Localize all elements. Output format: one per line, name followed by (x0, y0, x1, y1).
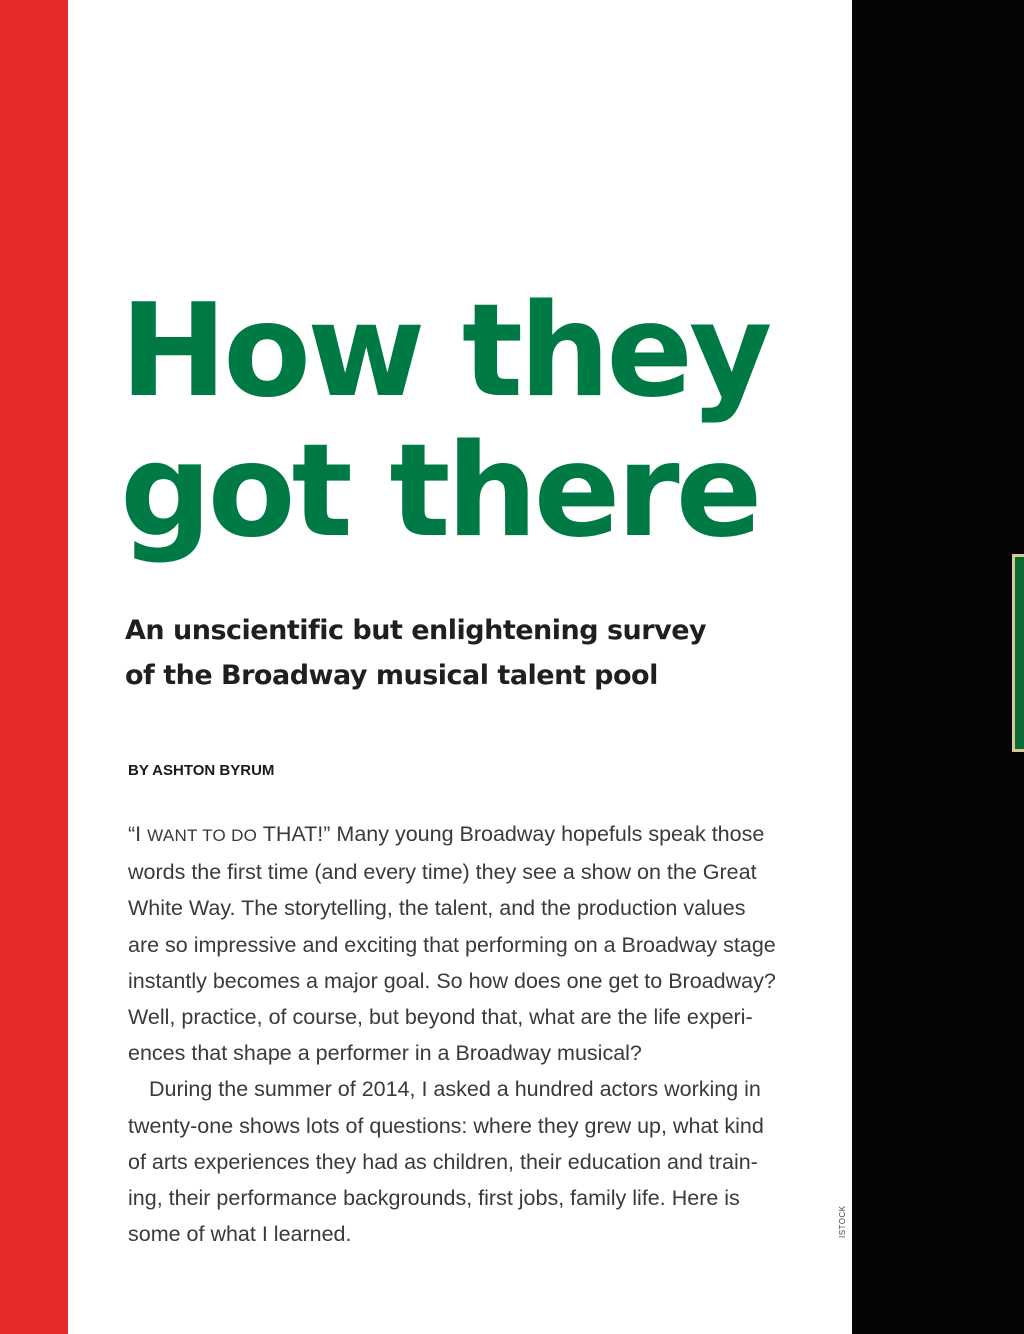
article-headline (120, 277, 820, 566)
smallcaps-lead-in: WANT TO DO (147, 826, 258, 845)
article-body (128, 816, 828, 1252)
paragraph-1-line: are so impressive and exciting that performing on a Broadway stage (128, 932, 776, 957)
paragraph-1-line-1-rest: THAT!” Many young Broadway hopefuls speak those (262, 822, 765, 846)
photo-credit: ISTOCK (838, 1205, 847, 1238)
black-photo-panel (852, 0, 1024, 1334)
subtitle-line-2: of the Broadway musical talent pool (125, 660, 658, 691)
paragraph-2-line: ing, their performance backgrounds, first jobs, family life. Here is (128, 1186, 740, 1211)
paragraph-1-line: ences that shape a performer in a Broadway musical? (128, 1041, 642, 1066)
paragraph-1-line: White Way. The storytelling, the talent, and the production values (128, 896, 746, 921)
headline-line-2: got there (120, 417, 759, 566)
article-subtitle (125, 608, 706, 698)
open-quote: “I (128, 822, 142, 846)
paragraph-2-line: twenty-one shows lots of questions: where they grew up, what kind (128, 1113, 764, 1138)
subtitle-line-1: An unscientific but enlightening survey (125, 615, 707, 646)
paragraph-1-line: instantly becomes a major goal. So how does one get to Broadway? (128, 968, 776, 993)
headline-line-1: How they (120, 277, 769, 426)
paragraph-1-line-1 (128, 816, 828, 854)
paragraph-2-line: some of what I learned. (128, 1222, 352, 1247)
paragraph-1-line: words the first time (and every time) they see a show on the Great (128, 860, 757, 885)
author-byline: BY ASHTON BYRUM (128, 762, 275, 779)
red-side-bar (0, 0, 68, 1334)
paragraph-2-line: During the summer of 2014, I asked a hundred actors working in (149, 1077, 761, 1102)
paragraph-1-line: Well, practice, of course, but beyond that, what are the life experi- (128, 1005, 753, 1030)
paragraph-2-line: of arts experiences they had as children, their education and train- (128, 1149, 758, 1174)
photo-edge-detail (1012, 554, 1024, 752)
